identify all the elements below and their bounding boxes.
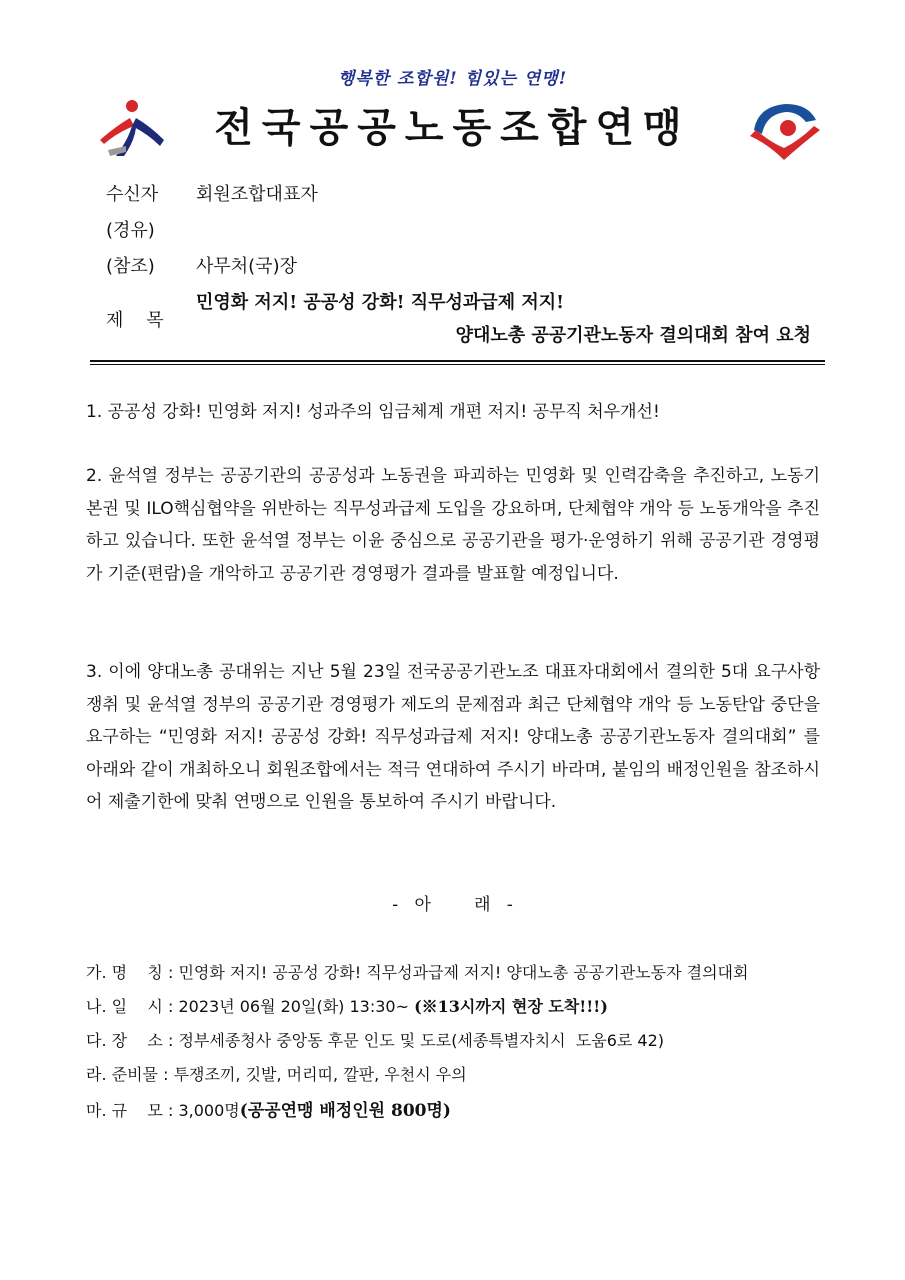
organization-title: 전국공공노동조합연맹 xyxy=(214,105,691,151)
via-label: (경유) xyxy=(106,220,155,241)
header-divider-thin xyxy=(90,364,825,365)
reference-value: 사무처(국)장 xyxy=(196,256,297,277)
paragraph-3: 3. 이에 양대노총 공대위는 지난 5월 23일 전국공공기관노조 대표자대회에서 결의한 5대 요구사항 쟁취 및 윤석열 정부의 공공기관 경영평가 제도의 문제점과 최근 단체협약 개악 등 노동탄압 중단을 요구하는 “민영화 저지! 공공성 강화! 직무성과급제 저지! 양대노총 공공기관노동자 결의대회” 를 아래와 같이 개최하오니 회원조합에서는 적극 연대하여 주시기 바라며, 붙임의 배정인원을 참조하시어 제출기한에 맞춰 연맹으로 인원을 통보하여 주시기 바랍니다. xyxy=(86,662,820,812)
detail-prep xyxy=(86,1062,467,1085)
detail-prep-value: 투쟁조끼, 깃발, 머리띠, 깔판, 우천시 우의 xyxy=(173,1065,467,1084)
detail-scale-value: 3,000명 xyxy=(178,1101,240,1120)
detail-date xyxy=(86,994,608,1017)
header-divider xyxy=(90,360,825,362)
slogan: 행복한 조합원! 힘있는 연맹! xyxy=(337,69,568,89)
paragraph-1: 1. 공공성 강화! 민영화 저지! 성과주의 임금체계 개편 저지! 공무직 처우개선! xyxy=(86,402,660,422)
detail-date-label: 나. 일 시 : xyxy=(86,997,174,1016)
right-logo-icon xyxy=(748,100,822,162)
detail-scale-label: 마. 규 모 : xyxy=(86,1101,174,1120)
detail-name xyxy=(86,960,748,983)
subject-line-1: 민영화 저지! 공공성 강화! 직무성과급제 저지! xyxy=(196,292,565,313)
detail-place xyxy=(86,1028,664,1051)
subject-line-2: 양대노총 공공기관노동자 결의대회 참여 요청 xyxy=(455,325,811,346)
recipient-label: 수신자 xyxy=(106,184,159,205)
detail-name-label: 가. 명 칭 : xyxy=(86,963,174,982)
detail-name-value: 민영화 저지! 공공성 강화! 직무성과급제 저지! 양대노총 공공기관노동자 결의대회 xyxy=(178,963,749,982)
detail-place-label: 다. 장 소 : xyxy=(86,1031,174,1050)
reference-label: (참조) xyxy=(106,256,155,277)
recipient-value: 회원조합대표자 xyxy=(196,184,318,205)
detail-scale-note: (공공연맹 배정인원 800명) xyxy=(239,1101,451,1121)
paragraph-2: 2. 윤석열 정부는 공공기관의 공공성과 노동권을 파괴하는 민영화 및 인력감축을 추진하고, 노동기본권 및 ILO핵심협약을 위반하는 직무성과급제 도입을 강요하며, 단체협약 개악 등 노동개악을 추진하고 있습니다. 또한 윤석열 정부는 이윤 중심으로 공공기관을 평가·운영하기 위해 공공기관 경영평가 기준(편람)을 개악하고 공공기관 경영평가 결과를 발표할 예정입니다. xyxy=(86,466,820,584)
detail-date-note: (※13시까지 현장 도착!!!) xyxy=(414,997,608,1016)
detail-place-value: 정부세종청사 중앙동 후문 인도 및 도로(세종특별자치시 도움6로 42) xyxy=(178,1031,665,1050)
detail-prep-label: 라. 준비물 : xyxy=(86,1065,169,1084)
section-heading: - 아 래 - xyxy=(392,895,513,915)
subject-label: 제 목 xyxy=(106,310,164,331)
detail-date-value: 2023년 06월 20일(화) 13:30~ xyxy=(178,997,409,1016)
detail-scale xyxy=(86,1096,451,1121)
